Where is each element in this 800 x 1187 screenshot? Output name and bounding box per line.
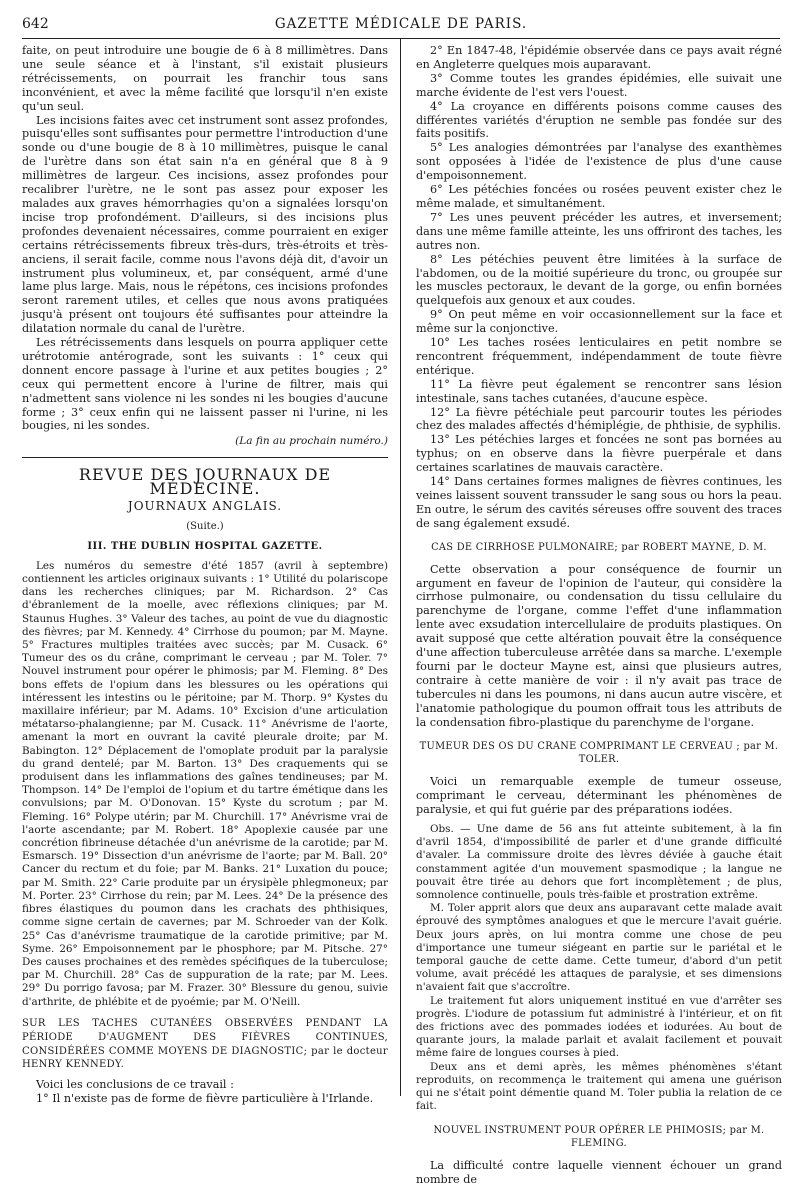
paragraph: 1° Il n'existe pas de forme de fièvre particulière à l'Irlande. [36,1092,374,1106]
article-heading: CAS DE CIRRHOSE PULMONAIRE; par ROBERT MAYNE, D. M. [431,541,767,553]
observation-paragraph: Obs. — Une dame de 56 ans fut atteinte subitement, à la fin d'avril 1854, d'impossibilité de parler et d'une grande difficulté d'avaler. La commissure droite des lèvres déviée à gauche était constamment agitée d'un mouvement spasmodique ; la langue ne pouvait être tirée au dehors que fort incomplètement ; de plus, somnolence continuelle, pouls très-faible et prostration extrême. [416,823,782,902]
observation-paragraph: Le traitement fut alors uniquement institué en vue d'arrêter ses progrès. L'iodure de potassium fut administré à l'intérieur, et on fit des frictions avec des pommades iodées et iodurées. Au bout de quarante jours, la malade parlait et avalait facilement et pouvait même faire de longues courses à pied. [416,994,782,1060]
article-heading: SUR LES TACHES CUTANÉES OBSERVÉES PENDANT LA PÉRIODE D'AUGMENT DES FIÈVRES CONTINUES, CONSIDÉRÉES COMME MOYENS DE DIAGNOSTIC; par le docteur HENRY KENNEDY. [22,1017,388,1071]
paragraph: La difficulté contre laquelle viennent échouer un grand nombre de [416,1159,782,1187]
section-rule [22,457,388,458]
conclusion-item: 7° Les unes peuvent précéder les autres, et inversement; dans une même famille atteinte, les uns offriront des taches, les autres non. [416,210,782,252]
page-number: 642 [22,16,49,32]
page-header [22,12,780,38]
conclusion-item: 8° Les pétéchies peuvent être limitées à la surface de l'abdomen, ou de la moitié supérieure du tronc, ou groupée sur les muscles pectoraux, le devant de la gorge, ou enfin bornées quelquefois aux genoux et aux coudes. [416,252,782,308]
paragraph: faite, on peut introduire une bougie de 6 à 8 millimètres. Dans une seule séance et à l'instant, s'il existait plusieurs rétrécissements, on pourrait les franchir tous sans inconvénient, et avec la même facilité que lorsqu'il n'en existe qu'un seul. [22,44,388,113]
right-column [416,44,782,1187]
paragraph: Voici les conclusions de ce travail : [36,1078,234,1092]
conclusion-item: 12° La fièvre pétéchiale peut parcourir toutes les périodes chez des malades affectés d'hémiplégie, de phthisie, de syphilis. [416,405,782,433]
paragraph: Voici un remarquable exemple de tumeur osseuse, comprimant le cerveau, déterminant les phénomènes de paralysie, et qui fut guérie par des préparations iodées. [416,775,782,817]
section-subtitle: JOURNAUX ANGLAIS. [127,499,283,514]
article-heading: TUMEUR DES OS DU CRANE COMPRIMANT LE CERVEAU ; par M. TOLER. [419,740,779,766]
suite-label: (Suite.) [186,521,224,532]
conclusion-item: 10° Les taches rosées lenticulaires en petit nombre se rencontrent fréquemment, indépendamment de toute fièvre entérique. [416,336,782,377]
left-column [22,44,388,1106]
journal-heading: III. THE DUBLIN HOSPITAL GAZETTE. [87,540,323,552]
observation-paragraph: Deux ans et demi après, les mêmes phénomènes s'étant reproduits, on recommença le traitement qui amena une guérison qui ne s'était point démentie quand M. Toler publia la relation de ce fait. [416,1060,782,1113]
conclusion-item: 9° On peut même en voir occasionnellement sur la face et même sur la conjonctive. [416,308,782,336]
conclusion-item: 3° Comme toutes les grandes épidémies, elle suivait une marche évidente de l'est vers l'ouest. [416,71,782,99]
conclusion-item: 5° Les analogies démontrées par l'analyse des exanthèmes sont opposées à l'idée de l'existence de plus d'une cause d'empoisonnement. [416,141,782,183]
column-divider [400,38,401,1096]
conclusion-item: 11° La fièvre peut également se rencontrer sans lésion intestinale, sans taches cutanées, d'aucune espèce. [416,377,782,405]
conclusion-item: 13° Les pétéchies larges et foncées ne sont pas bornées au typhus; on en observe dans la fièvre puerpérale et dans certaines scarlatines de mauvais caractère. [416,433,782,475]
paragraph: Les numéros du semestre d'été 1857 (avril à septembre) contiennent les articles originaux suivants : 1° Utilité du polariscope dans les recherches cliniques; par M. Richardson. 2° Cas d'ébranlement de la moelle, avec réflexions cliniques; par M. Staunus Hughes. 3° Valeur des taches, au point de vue du diagnostic des fièvres; par M. Kennedy. 4° Cirrhose du poumon; par M. Mayne. 5° Fractures multiples traitées avec succès; par M. Cusack. 6° Tumeur des os du crâne, comprimant le cerveau ; par M. Toler. 7° Nouvel instrument pour opérer le phimosis; par M. Fleming. 8° Des bons effets de l'opium dans les blessures ou les opérations qui intéressent les intestins ou le péritoine; par M. Thorp. 9° Kystes du maxillaire inférieur; par M. Adams. 10° Excision d'une articulation métatarso-phalangienne; par M. Cusack. 11° Anévrisme de l'aorte, amenant la mort en ouvrant la cavité pleurale droite; par M. Babington. 12° Déplacement de l'omoplate produit par la paralysie du grand dentelé; par M. Barton. 13° Des craquements qui se produisent dans les inflammations des gaînes tendineuses; par M. Thompson. 14° De l'emploi de l'opium et du tartre émétique dans les convulsions; par M. O'Donovan. 15° Kyste du scrotum ; par M. Fleming. 16° Polype utérin; par M. Churchill. 17° Anévrisme vrai de l'aorte ascendante; par M. Robert. 18° Apoplexie causée par une concrétion fibrineuse détachée d'un anévrisme de la carotide; par M. Esmarsch. 19° Dissection d'un anévrisme de l'aorte; par M. Ball. 20° Cancer du rectum et du foie; par M. Banks. 21° Luxation du pouce; par M. Smith. 22° Carie produite par un érysipèle phlegmoneux; par M. Porter. 23° Cirrhose du rein; par M. Lees. 24° De la présence des fibres élastiques du poumon dans les crachats des phthisiques, comme signe certain de cavernes; par M. Schroeder van der Kolk. 25° Cas d'anévrisme traumatique de la carotide primitive; par M. Syme. 26° Empoisonnement par le phosphore; par M. Pitsche. 27° Des causes prochaines et des remèdes spécifiques de la tuberculose; par M. Churchill. 28° Cas de suppuration de la rate; par M. Lees. 29° Du porrigo favosa; par M. Frazer. 30° Blessure du genou, suivie d'arthrite, de phlébite et de pyoémie; par M. O'Neill. [22,559,388,1008]
paragraph: Les rétrécissements dans lesquels on pourra appliquer cette urétrotomie antérograde, sont les suivants : 1° ceux qui donnent encore passage à l'urine et aux petites bougies ; 2° ceux qui permettent encore à l'urine de filtrer, mais qui n'admettent sans violence ni les sondes ni les bougies d'aucune forme ; 3° ceux enfin qui ne laissent passer ni l'urine, ni les bougies, ni les sondes. [22,336,388,433]
paragraph: Les incisions faites avec cet instrument sont assez profondes, puisqu'elles sont suffisantes pour permettre l'introduction d'une sonde ou d'une bougie de 8 à 10 millimètres, puisque le canal de l'urètre dans son état sain n'a en général que 8 à 9 millimètres de largeur. Ces incisions, assez profondes pour recalibrer l'urètre, ne le sont pas assez pour exposer les malades aux graves hémorrhagies qu'on a signalées lorsqu'on incise trop profondément. D'ailleurs, si des incisions plus profondes devenaient nécessaires, comme pourraient en exiger certains rétrécissements fibreux très-durs, très-étroits et très-anciens, il serait facile, comme nous l'avons déjà dit, d'avoir un instrument plus volumineux, et, par conséquent, armé d'une lame plus large. Mais, nous le répétons, ces incisions profondes seront rarement utiles, et celles que nous avons pratiquées jusqu'à présent ont toujours été suffisantes pour atteindre la dilatation normale du canal de l'urètre. [22,113,388,336]
continuation-note: (La fin au prochain numéro.) [235,435,388,448]
section-title: REVUE DES JOURNAUX DE MÉDECINE. [78,465,332,499]
paragraph: Cette observation a pour conséquence de fournir un argument en faveur de l'opinion de l'auteur, qui considère la cirrhose pulmonaire, ou condensation du tissu cellulaire du parenchyme de l'organe, comme l'effet d'une inflammation lente avec exsudation intercellulaire de produits plastiques. On avait supposé que cette altération pouvait être la conséquence d'une affection tuberculeuse arrêtée dans sa marche. L'exemple fourni par le docteur Mayne est, ainsi que plusieurs autres, contraire à cette manière de voir : il n'y avait pas trace de tubercules ni dans les poumons, ni dans aucun autre viscère, et l'anatomie pathologique du poumon offrait tous les attributs de la condensation fibro-plastique du parenchyme de l'organe. [416,562,782,729]
conclusion-item: 14° Dans certaines formes malignes de fièvres continues, les veines laissent souvent transsuder le sang sous ou hors la peau. En outre, le sérum des cavités séreuses offre souvent des traces de sang également exsudé. [416,475,782,530]
conclusion-item: 4° La croyance en différents poisons comme causes des différentes variétés d'éruption ne semble pas fondée sur des faits positifs. [416,99,782,141]
journal-title: GAZETTE MÉDICALE DE PARIS. [274,16,528,32]
header-rule [22,38,780,39]
conclusion-item: 2° En 1847-48, l'épidémie observée dans ce pays avait régné en Angleterre quelques mois auparavant. [416,44,782,71]
observation-paragraph: M. Toler apprit alors que deux ans auparavant cette malade avait éprouvé des symptômes analogues et que le mercure l'avait guérie. Deux jours après, on lui montra comme une chose de peu d'importance une tumeur siégeant en partie sur le pariétal et le temporal gauche de cette dame. Cette tumeur, d'abord d'un petit volume, avait précédé les attaques de paralysie, et ses dimensions n'avaient fait que s'accroître. [416,902,782,994]
conclusion-item: 6° Les pétéchies foncées ou rosées peuvent exister chez le même malade, et simultanément. [416,183,782,210]
article-heading: NOUVEL INSTRUMENT POUR OPÉRER LE PHIMOSIS; par M. FLEMING. [433,1124,765,1150]
